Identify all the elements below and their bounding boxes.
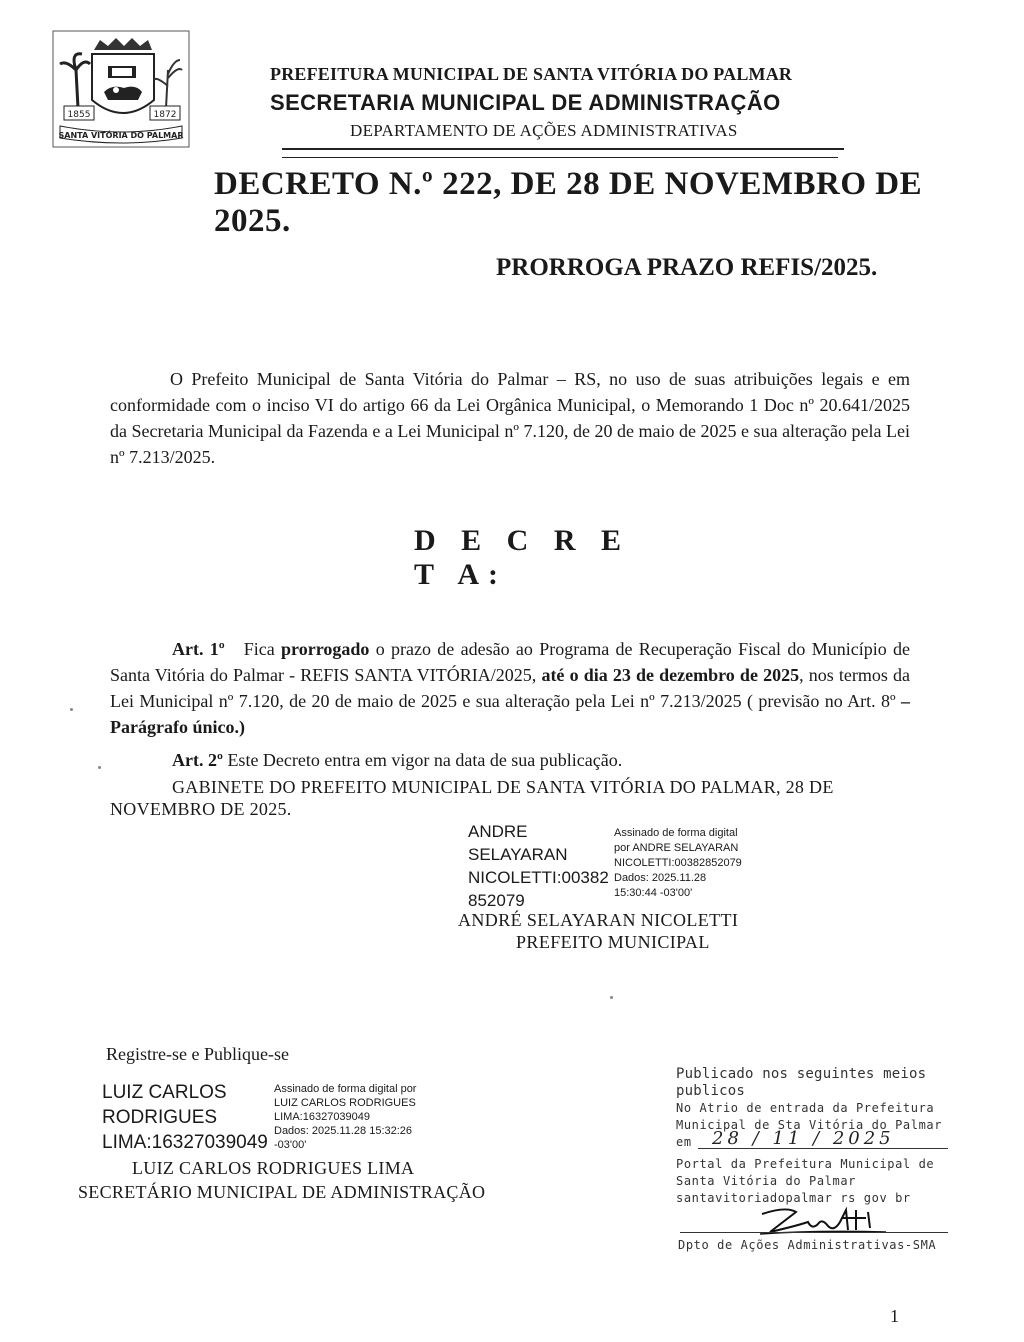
stamp-department: Dpto de Ações Administrativas-SMA xyxy=(678,1238,937,1252)
mayor-printed-name: ANDRÉ SELAYARAN NICOLETTI xyxy=(458,910,739,930)
mayor-sig-name-line: ANDRE xyxy=(468,822,528,841)
mayor-role: PREFEITO MUNICIPAL xyxy=(516,932,710,952)
secretary-sig-name-line: LIMA:16327039049 xyxy=(102,1132,268,1153)
article-1 xyxy=(110,636,910,740)
article-1-label: Art. 1º xyxy=(172,639,225,659)
registre-publique: Registre-se e Publique-se xyxy=(106,1044,289,1064)
stamp-heading: Publicado nos seguintes meios publicos xyxy=(676,1066,927,1099)
article-1-text-c: , nos termos da Lei Municipal nº 7.120, de 20 de maio de 2025 e sua alteração pela Lei nº 7.213/2025 ( previsão no Art. 8º xyxy=(110,665,910,711)
secretary-role: SECRETÁRIO MUNICIPAL DE ADMINISTRAÇÃO xyxy=(78,1182,486,1202)
secretary-sig-detail-line: -03'00' xyxy=(274,1139,307,1151)
mayor-digital-signature-name xyxy=(468,820,608,912)
stamp-line: Santa Vitória do Palmar xyxy=(676,1174,856,1188)
publication-stamp xyxy=(676,1066,976,1207)
stamp-line: santavitoriadopalmar rs gov br xyxy=(676,1191,911,1205)
scan-speck xyxy=(98,766,101,769)
secretary-sig-detail-line: Assinado de forma digital por xyxy=(274,1083,417,1095)
preamble-paragraph: O Prefeito Municipal de Santa Vitória do Palmar – RS, no uso de suas atribuições legais e em conformidade com o inciso VI do artigo 66 da Lei Orgânica Municipal, o Memorando 1 Doc nº 20.641/2025 da Secretaria Municipal da Fazenda e a Lei Municipal nº 7.120, de 20 de maio de 2025 e sua alteração pela Lei nº 7.213/2025. xyxy=(110,369,910,467)
mayor-sig-detail-line: Dados: 2025.11.28 xyxy=(614,872,707,884)
crest-banner-text: SANTA VITÓRIA DO PALMAR xyxy=(58,131,184,140)
scan-speck xyxy=(70,708,73,711)
header-departamento: DEPARTAMENTO DE AÇÕES ADMINISTRATIVAS xyxy=(350,121,738,140)
secretary-digital-signature-details xyxy=(274,1082,474,1152)
decree-subject: PRORROGA PRAZO REFIS/2025. xyxy=(496,254,878,281)
article-1-text-b: o prazo de adesão ao Programa de Recuperação Fiscal do Município de Santa Vitória do Palmar - REFIS SANTA VITÓRIA/2025, xyxy=(110,639,911,685)
article-1-bold-paragraph: – Parágrafo único.) xyxy=(110,691,910,737)
crest-year-right: 1872 xyxy=(153,110,177,120)
secretary-sig-name-line: RODRIGUES xyxy=(102,1107,218,1128)
header-secretaria: SECRETARIA MUNICIPAL DE ADMINISTRAÇÃO xyxy=(270,90,781,115)
stamp-handwritten-signature xyxy=(756,1200,896,1240)
article-2-text: Este Decreto entra em vigor na data de sua publicação. xyxy=(227,750,623,770)
stamp-signature-line xyxy=(680,1232,948,1233)
secretary-sig-detail-line: Dados: 2025.11.28 15:32:26 xyxy=(274,1125,413,1137)
crest-year-left: 1855 xyxy=(67,110,91,120)
mayor-sig-name-line: 852079 xyxy=(468,891,525,910)
decreta-heading: D E C R E T A: xyxy=(414,524,631,591)
decree-title: DECRETO N.º 222, DE 28 DE NOVEMBRO DE 2025. xyxy=(214,166,923,239)
page-number: 1 xyxy=(890,1306,899,1326)
scan-speck xyxy=(610,996,613,999)
secretary-printed-name: LUIZ CARLOS RODRIGUES LIMA xyxy=(132,1158,415,1178)
secretary-sig-detail-line: LUIZ CARLOS RODRIGUES xyxy=(274,1097,416,1109)
stamp-line: Portal da Prefeitura Municipal de xyxy=(676,1157,935,1171)
header-prefeitura: PREFEITURA MUNICIPAL DE SANTA VITÓRIA DO PALMAR xyxy=(270,64,793,84)
mayor-sig-detail-line: por ANDRE SELAYARAN xyxy=(614,842,739,854)
stamp-date-row xyxy=(676,1128,976,1156)
mayor-sig-detail-line: NICOLETTI:00382852079 xyxy=(614,857,742,869)
mayor-sig-detail-line: Assinado de forma digital xyxy=(614,827,738,839)
article-2 xyxy=(172,750,912,771)
stamp-date-underline xyxy=(698,1148,948,1149)
article-1-text-a: Fica xyxy=(243,639,282,659)
mayor-sig-name-line: NICOLETTI:00382 xyxy=(468,868,609,887)
gabinete-closing: GABINETE DO PREFEITO MUNICIPAL DE SANTA VITÓRIA DO PALMAR, 28 DE NOVEMBRO DE 2025. xyxy=(110,777,834,819)
secretary-digital-signature-name xyxy=(102,1080,272,1155)
stamp-em-label: em xyxy=(676,1135,692,1149)
article-1-bold-deadline: até o dia 23 de dezembro de 2025 xyxy=(541,665,800,685)
stamp-line: No Atrio de entrada da Prefeitura xyxy=(676,1101,935,1115)
article-2-label: Art. 2º xyxy=(172,750,223,770)
secretary-sig-name-line: LUIZ CARLOS xyxy=(102,1082,227,1103)
mayor-sig-name-line: SELAYARAN xyxy=(468,845,568,864)
header-rule-top xyxy=(282,148,844,150)
header-rule-bottom xyxy=(282,157,838,158)
stamp-handwritten-date: 28 / 11 / 2025 xyxy=(712,1128,895,1149)
municipal-crest-logo xyxy=(52,30,190,148)
secretary-sig-detail-line: LIMA:16327039049 xyxy=(274,1111,371,1123)
mayor-digital-signature-details xyxy=(614,826,794,901)
article-1-bold-prorrogado: prorrogado xyxy=(281,639,370,659)
mayor-sig-detail-line: 15:30:44 -03'00' xyxy=(614,887,693,899)
stamp-line: Municipal de Sta Vitória do Palmar xyxy=(676,1118,943,1132)
